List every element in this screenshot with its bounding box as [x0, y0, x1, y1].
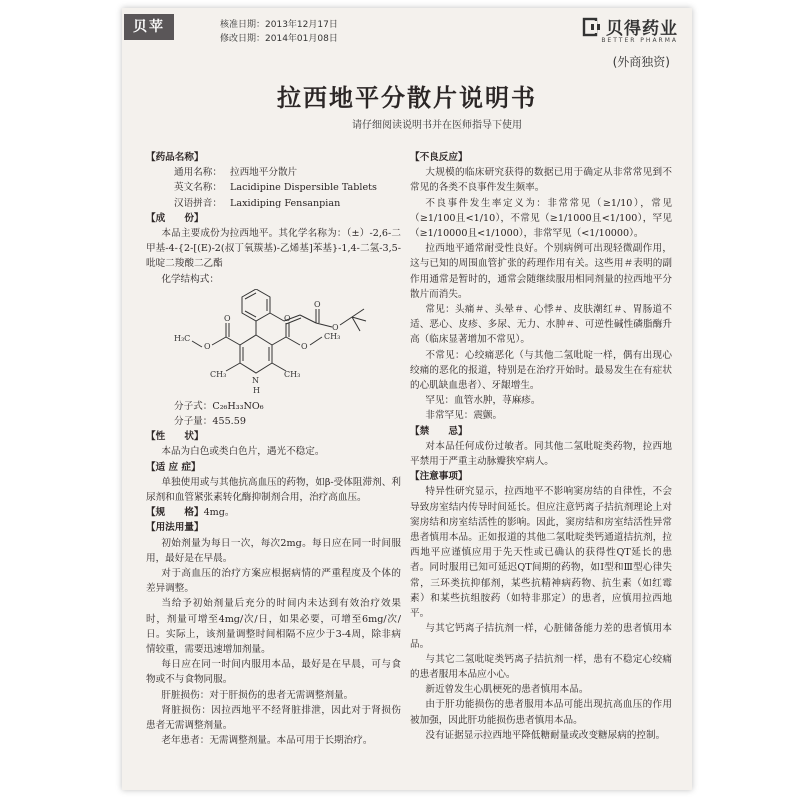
english-name-value: Lacidipine Dispersible Tablets	[230, 182, 377, 194]
pinyin-label: 汉语拼音：	[174, 197, 222, 209]
dosage-text-3: 当给予初始剂量后充分的时间内未达到有效治疗效果时，剂量可增至4mg/次/日，如果必要，可增至6mg/次/日。实际上，该剂量调整时间相隔不应少于3-4周，除非病情较重，需要迅速增加剂量。	[146, 598, 401, 656]
formula-label: 分子式：	[174, 400, 213, 412]
adverse-text-5: 不常见：心绞痛恶化（与其他二氢吡啶一样，偶有出现心绞痛的恶化的报道，特别是在治疗开始时。最易发生在有症状的心肌缺血患者）、牙龈增生。	[410, 349, 672, 392]
brand-logo: 贝苹	[124, 14, 174, 40]
section-indications: 【适 应 症】	[146, 461, 201, 473]
structure-label: 化学结构式：	[161, 273, 219, 285]
company-name-cn: 贝得药业	[606, 19, 678, 39]
molecular-weight-line	[146, 414, 401, 429]
dosage-text-4: 每日应在同一时间内服用本品，最好是在早晨，可与食物或不与食物同服。	[146, 659, 401, 686]
approval-label: 核准日期：	[220, 20, 266, 30]
mw-label: 分子量：	[174, 416, 213, 428]
section-composition: 【成 份】	[146, 212, 204, 224]
adverse-text-4: 常见：头痛＃、头晕＃、心悸＃、皮肤潮红＃、胃肠道不适、恶心、皮疹、多尿、无力、水肿＃、可逆性碱性磷脂酶升高（临床显著增加不常见）。	[410, 304, 672, 346]
formula-value: C₂₆H₃₃NO₆	[212, 400, 264, 412]
oxygen-carbonyl-1: O	[314, 299, 321, 309]
pinyin-row	[146, 196, 401, 211]
dihydropyridine-ring	[240, 335, 272, 373]
dosage-text-5: 肝脏损伤：对于肝损伤的患者无需调整剂量。	[161, 689, 354, 701]
company-brand-row	[582, 14, 678, 39]
precautions-text-6: 没有证据显示拉西地平降低糖耐量或改变糖尿病的控制。	[425, 729, 666, 741]
common-name-label: 通用名称：	[174, 167, 222, 179]
approval-date-line	[220, 18, 338, 32]
page-subtitle: 请仔细阅读说明书并在医师指导下使用	[352, 120, 522, 131]
revision-label: 修改日期：	[220, 34, 266, 44]
molecular-formula-line	[146, 399, 401, 414]
nitrogen-atom: N	[252, 375, 259, 385]
section-drug-name: 【药品名称】	[146, 152, 204, 163]
pinyin-value: Laxidiping Fensanpian	[230, 197, 341, 209]
left-column	[146, 150, 401, 749]
english-name-label: 英文名称：	[174, 182, 222, 194]
adverse-text-2: 不良事件发生率定义为：非常常见（≥1/10），常见（≥1/100且<1/10），不常见（≥1/1000且<1/100），罕见（≥1/10000且<1/1000），非常罕见（<1/10000）。	[410, 197, 672, 240]
section-specification: 【规 格】	[146, 507, 204, 519]
specification-line	[146, 505, 401, 520]
contraindications-text: 对本品任何成份过敏者。同其他二氢吡啶类药物，拉西地平禁用于严重主动脉瓣狭窄病人。	[410, 440, 672, 468]
oxygen-carbonyl-2: O	[224, 313, 231, 323]
common-name-row	[146, 165, 401, 180]
revision-date: 2014年01月08日	[265, 34, 338, 44]
date-block	[220, 18, 338, 46]
ch3-left-group: CH₃	[210, 369, 227, 379]
ch3-right-group: CH₃	[284, 369, 301, 379]
indications-text: 单独使用或与其他抗高血压的药物，如β-受体阻滞剂、利尿剂和血管紧张素转化酶抑制剂合用，治疗高血压。	[146, 476, 401, 504]
leaflet-sheet	[122, 8, 692, 790]
oxygen-carbonyl-3: O	[284, 313, 291, 323]
adverse-text-6: 罕见：血管水肿，荨麻疹。	[425, 395, 541, 407]
specification-value: 4mg。	[203, 507, 235, 519]
section-contraindications: 【禁 忌】	[410, 425, 468, 437]
section-precautions: 【注意事项】	[410, 471, 468, 483]
section-dosage: 【用法用量】	[146, 522, 204, 534]
precautions-text-1: 特异性研究显示，拉西地平不影响窦房结的自律性，不会导致房室结内传导时间延长。但应注意钙离子拮抗剂理论上对窦房结和房室结活性的影响。因此，窦房结和房室结活性异常患者慎用本品。正如报道的其他二氢吡啶类钙通道拮抗剂，拉西地平应谨慎应用于先天性或已确认的获得性QT延长的患者。同时服用已知可延迟QT间期的药物，如Ⅰ型和Ⅲ型心律失常，三环类抗抑郁剂，某些抗精神病药物、抗生素（如红霉素）和某些抗组胺药（如特非那定）的患者，应慎用拉西地平。	[410, 486, 672, 620]
foreign-owned-note: (外商独资)	[612, 55, 670, 69]
composition-text: 本品主要成份为拉西地平。其化学名称为：（±）-2,6-二甲基-4-{2-[(E)-2(叔丁氧羰基)-乙烯基]苯基}-1,4-二氢-3,5-吡啶二羧酸二乙酯	[146, 228, 401, 270]
ch3-ester-group: CH₃	[324, 331, 341, 341]
precautions-text-3: 与其它二氢吡啶类钙离子拮抗剂一样，患有不稳定心绞痛的患者服用本品应小心。	[410, 653, 672, 680]
characteristics-text: 本品为白色或类白色片，遇光不稳定。	[161, 446, 325, 458]
page-title: 拉西地平分散片说明书	[277, 84, 537, 112]
chemical-structure	[174, 289, 384, 399]
adverse-text-1: 大规模的临床研究获得的数据已用于确定从非常常见到不常见的各类不良事件发生频率。	[410, 167, 672, 194]
section-adverse-reactions: 【不良反应】	[410, 152, 468, 163]
dosage-text-2: 对于高血压的治疗方案应根据病情的严重程度及个体的差异调整。	[146, 568, 401, 595]
company-mark-icon	[582, 16, 602, 38]
adverse-text-3: 拉西地平通常耐受性良好。个别病例可出现轻微副作用，这与已知的周围血管扩张的药理作用有关。这些用＃表明的副作用通常是暂时的，通常会随继续服用相同剂量的拉西地平分散片而消失。	[410, 243, 672, 300]
common-name-value: 拉西地平分散片	[230, 167, 298, 179]
section-characteristics: 【性 状】	[146, 431, 204, 443]
oxygen-ether-1: O	[332, 322, 339, 332]
company-name-en: BETTER PHARMA	[601, 37, 678, 44]
precautions-text-4: 新近曾发生心肌梗死的患者慎用本品。	[425, 684, 589, 696]
revision-date-line	[220, 32, 338, 46]
company-brand	[582, 14, 678, 44]
oxygen-ether-3: O	[301, 341, 308, 351]
precautions-text-5: 由于肝功能损伤的患者服用本品可能出现抗高血压的作用被加强，因此肝功能损伤患者慎用本品。	[410, 699, 672, 726]
dosage-text-1: 初始剂量为每日一次，每次2mg。每日应在同一时间服用，最好是在早晨。	[146, 537, 401, 564]
approval-date: 2013年12月17日	[265, 20, 338, 30]
precautions-text-2: 与其它钙离子拮抗剂一样，心脏储备能力差的患者慎用本品。	[410, 623, 672, 650]
english-name-row	[146, 180, 401, 195]
dosage-text-7: 老年患者：无需调整剂量。本品可用于长期治疗。	[161, 735, 373, 747]
benzene-ring	[242, 289, 270, 321]
mw-value: 455.59	[212, 416, 246, 428]
oxygen-ether-2: O	[204, 341, 211, 351]
dosage-text-6: 肾脏损伤：因拉西地平不经肾脏排泄，因此对于肾损伤患者无需调整剂量。	[146, 704, 401, 732]
nh-hydrogen: H	[253, 385, 260, 395]
adverse-text-7: 非常罕见：震颤。	[425, 410, 503, 422]
right-column	[410, 150, 672, 743]
h3c-group: H₃C	[174, 333, 191, 343]
